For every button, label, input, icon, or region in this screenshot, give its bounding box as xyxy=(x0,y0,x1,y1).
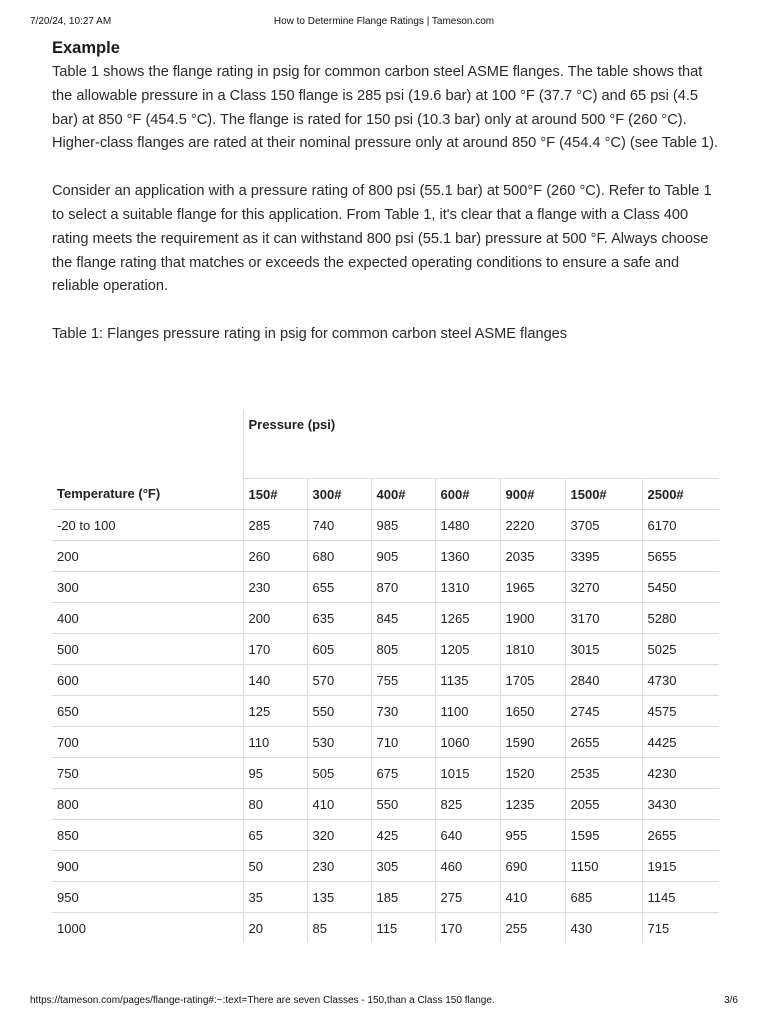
pressure-cell: 1015 xyxy=(435,758,500,789)
pressure-cell: 505 xyxy=(307,758,371,789)
pressure-cell: 685 xyxy=(565,882,642,913)
pressure-cell: 845 xyxy=(371,603,435,634)
pressure-cell: 5280 xyxy=(642,603,719,634)
pressure-cell: 3705 xyxy=(565,510,642,541)
column-header-class: 300# xyxy=(307,479,371,510)
pressure-cell: 255 xyxy=(500,913,565,944)
pressure-cell: 2035 xyxy=(500,541,565,572)
pressure-cell: 825 xyxy=(435,789,500,820)
temperature-cell: 800 xyxy=(52,789,243,820)
table-row xyxy=(52,665,719,696)
pressure-cell: 285 xyxy=(243,510,307,541)
pressure-cell: 1915 xyxy=(642,851,719,882)
column-header-class: 400# xyxy=(371,479,435,510)
pressure-cell: 3430 xyxy=(642,789,719,820)
temperature-cell: -20 to 100 xyxy=(52,510,243,541)
pressure-cell: 3015 xyxy=(565,634,642,665)
table-row xyxy=(52,820,719,851)
pressure-cell: 4575 xyxy=(642,696,719,727)
table-row xyxy=(52,634,719,665)
pressure-cell: 690 xyxy=(500,851,565,882)
pressure-cell: 805 xyxy=(371,634,435,665)
pressure-cell: 1100 xyxy=(435,696,500,727)
pressure-cell: 680 xyxy=(307,541,371,572)
print-page-title: How to Determine Flange Ratings | Tameson.com xyxy=(273,16,495,27)
pressure-cell: 115 xyxy=(371,913,435,944)
print-timestamp: 7/20/24, 10:27 AM xyxy=(30,16,112,27)
column-header-class: 150# xyxy=(243,479,307,510)
pressure-cell: 640 xyxy=(435,820,500,851)
pressure-cell: 1810 xyxy=(500,634,565,665)
pressure-cell: 410 xyxy=(307,789,371,820)
column-header-class: 900# xyxy=(500,479,565,510)
pressure-cell: 460 xyxy=(435,851,500,882)
table-row xyxy=(52,882,719,913)
table-group-header-row xyxy=(52,409,719,479)
section-heading: Example xyxy=(52,39,120,57)
pressure-cell: 4230 xyxy=(642,758,719,789)
temperature-cell: 400 xyxy=(52,603,243,634)
print-url: https://tameson.com/pages/flange-rating#:~:text=There are seven Classes - 150,than a Class 150 flange. xyxy=(30,995,495,1006)
pressure-cell: 1595 xyxy=(565,820,642,851)
table-row xyxy=(52,727,719,758)
pressure-cell: 430 xyxy=(565,913,642,944)
table-row xyxy=(52,603,719,634)
pressure-cell: 2745 xyxy=(565,696,642,727)
pressure-cell: 550 xyxy=(371,789,435,820)
pressure-cell: 80 xyxy=(243,789,307,820)
pressure-cell: 1135 xyxy=(435,665,500,696)
paragraph-application-example: Consider an application with a pressure rating of 800 psi (55.1 bar) at 500°F (260 °C). Refer to Table 1 to select a suitable flange for this application. From Table 1, it's clear that a flange with a Class 400 rating meets the requirement as it can withstand 800 psi (55.1 bar) pressure at 500 °F. Always choose the flange rating that matches or exceeds the expected operating conditions to ensure a safe and reliable operation. xyxy=(52,183,712,295)
pressure-cell: 275 xyxy=(435,882,500,913)
pressure-cell: 1265 xyxy=(435,603,500,634)
print-header xyxy=(30,16,738,30)
pressure-cell: 570 xyxy=(307,665,371,696)
pressure-cell: 5450 xyxy=(642,572,719,603)
pressure-cell: 730 xyxy=(371,696,435,727)
table-caption: Table 1: Flanges pressure rating in psig for common carbon steel ASME flanges xyxy=(52,326,568,343)
column-header-class: 1500# xyxy=(565,479,642,510)
page-number: 3/6 xyxy=(724,995,738,1006)
temperature-cell: 650 xyxy=(52,696,243,727)
pressure-cell: 410 xyxy=(500,882,565,913)
pressure-cell: 140 xyxy=(243,665,307,696)
pressure-cell: 95 xyxy=(243,758,307,789)
pressure-cell: 3395 xyxy=(565,541,642,572)
pressure-cell: 2055 xyxy=(565,789,642,820)
pressure-cell: 185 xyxy=(371,882,435,913)
pressure-cell: 715 xyxy=(647,920,670,936)
temperature-cell: 500 xyxy=(52,634,243,665)
pressure-cell: 1965 xyxy=(500,572,565,603)
pressure-cell: 1480 xyxy=(435,510,500,541)
pressure-cell: 1360 xyxy=(435,541,500,572)
pressure-cell: 1150 xyxy=(565,851,642,882)
pressure-cell: 6170 xyxy=(642,510,719,541)
pressure-cell: 170 xyxy=(435,913,500,944)
temperature-cell: 750 xyxy=(52,758,243,789)
pressure-cell: 1705 xyxy=(500,665,565,696)
pressure-cell: 635 xyxy=(307,603,371,634)
temperature-cell: 700 xyxy=(52,727,243,758)
pressure-cell: 1310 xyxy=(435,572,500,603)
pressure-cell: 1060 xyxy=(435,727,500,758)
pressure-cell: 1205 xyxy=(435,634,500,665)
temperature-cell: 600 xyxy=(52,665,243,696)
pressure-cell: 1900 xyxy=(500,603,565,634)
temperature-cell: 1000 xyxy=(52,913,243,944)
pressure-cell: 4425 xyxy=(642,727,719,758)
table-column-header-row xyxy=(52,479,719,510)
pressure-cell: 85 xyxy=(307,913,371,944)
table-row xyxy=(52,789,719,820)
pressure-cell: 200 xyxy=(243,603,307,634)
pressure-cell: 1650 xyxy=(500,696,565,727)
pressure-cell: 2840 xyxy=(565,665,642,696)
temperature-cell: 950 xyxy=(52,882,243,913)
pressure-cell: 305 xyxy=(371,851,435,882)
pressure-cell: 955 xyxy=(500,820,565,851)
pressure-cell: 1520 xyxy=(500,758,565,789)
pressure-cell: 740 xyxy=(307,510,371,541)
column-header-class: 600# xyxy=(435,479,500,510)
table-row xyxy=(52,851,719,882)
pressure-cell: 3270 xyxy=(565,572,642,603)
temperature-cell: 300 xyxy=(52,572,243,603)
pressure-cell: 550 xyxy=(307,696,371,727)
pressure-cell: 2535 xyxy=(565,758,642,789)
pressure-cell: 2655 xyxy=(565,727,642,758)
table-row xyxy=(52,696,719,727)
pressure-cell: 675 xyxy=(371,758,435,789)
table-row xyxy=(52,913,719,944)
pressure-cell: 135 xyxy=(307,882,371,913)
pressure-cell: 905 xyxy=(371,541,435,572)
pressure-cell: 655 xyxy=(307,572,371,603)
pressure-cell: 170 xyxy=(243,634,307,665)
temperature-cell: 850 xyxy=(52,820,243,851)
table-row xyxy=(52,758,719,789)
pressure-cell: 35 xyxy=(243,882,307,913)
pressure-cell: 1590 xyxy=(500,727,565,758)
pressure-cell: 870 xyxy=(371,572,435,603)
pressure-cell: 1235 xyxy=(500,789,565,820)
pressure-cell: 230 xyxy=(243,572,307,603)
pressure-cell: 425 xyxy=(371,820,435,851)
temperature-cell: 900 xyxy=(52,851,243,882)
pressure-cell: 985 xyxy=(371,510,435,541)
table-corner-cell xyxy=(52,409,243,479)
article-content xyxy=(52,37,724,345)
pressure-cell: 65 xyxy=(243,820,307,851)
pressure-cell: 125 xyxy=(243,696,307,727)
pressure-cell: 1145 xyxy=(642,882,719,913)
pressure-cell: 320 xyxy=(307,820,371,851)
flange-rating-table xyxy=(52,409,719,943)
pressure-group-header: Pressure (psi) xyxy=(243,409,719,479)
pressure-cell: 50 xyxy=(243,851,307,882)
pressure-cell: 4730 xyxy=(642,665,719,696)
table-row xyxy=(52,541,719,572)
table-row xyxy=(52,510,719,541)
pressure-cell: 5025 xyxy=(642,634,719,665)
pressure-cell: 3170 xyxy=(565,603,642,634)
paragraph-flange-rating-overview: Table 1 shows the flange rating in psig for common carbon steel ASME flanges. The table shows that the allowable pressure in a Class 150 flange is 285 psi (19.6 bar) at 100 °F (37.7 °C) and 65 psi (4.5 bar) at 850 °F (454.5 °C). The flange is rated for 150 psi (10.3 bar) only at around 500 °F (260 °C). Higher-class flanges are rated at their nominal pressure only at around 850 °F (454.4 °C) (see Table 1). xyxy=(52,64,719,152)
column-header-class: 2500# xyxy=(642,479,719,510)
column-header-temperature: Temperature (°F) xyxy=(52,479,243,510)
pressure-cell: 5655 xyxy=(642,541,719,572)
pressure-cell: 605 xyxy=(307,634,371,665)
pressure-cell: 755 xyxy=(371,665,435,696)
pressure-cell: 2655 xyxy=(642,820,719,851)
temperature-cell: 200 xyxy=(52,541,243,572)
pressure-cell: 110 xyxy=(243,727,307,758)
pressure-cell: 710 xyxy=(371,727,435,758)
table-row xyxy=(52,572,719,603)
pressure-cell: 260 xyxy=(243,541,307,572)
pressure-cell: 2220 xyxy=(500,510,565,541)
pressure-cell: 230 xyxy=(307,851,371,882)
pressure-cell: 530 xyxy=(307,727,371,758)
pressure-cell: 20 xyxy=(243,913,307,944)
